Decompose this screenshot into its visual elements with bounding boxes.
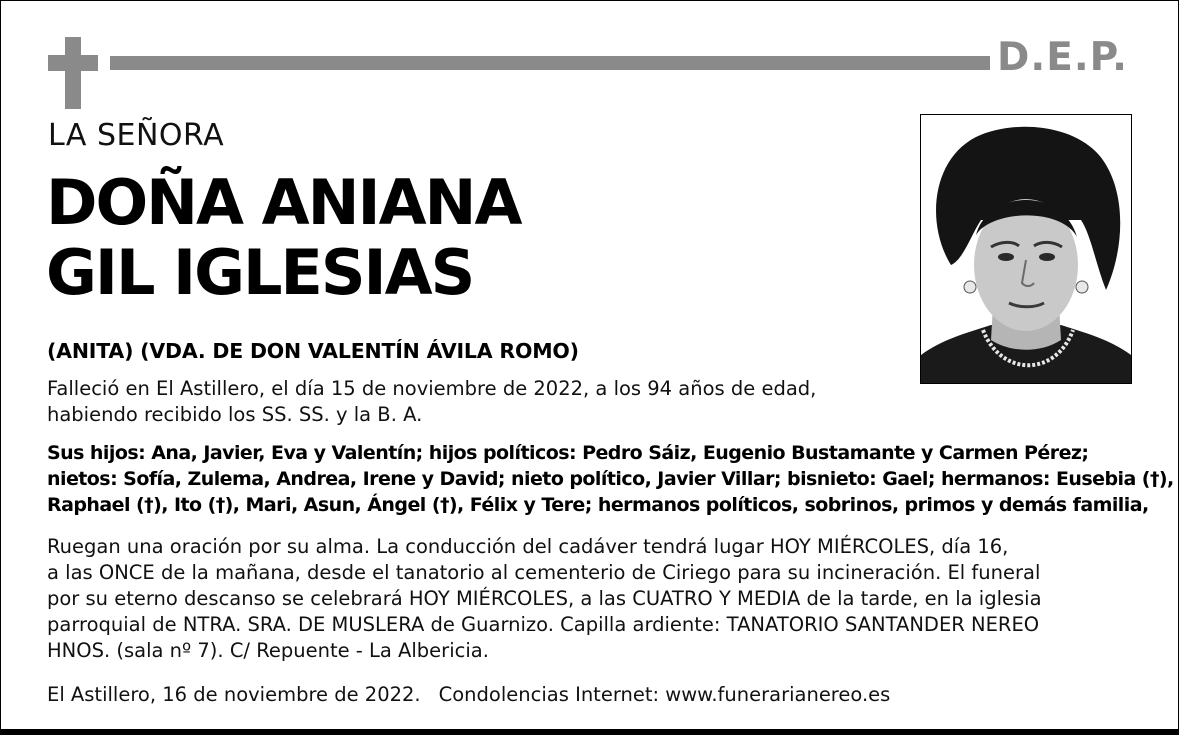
footer-condolences: Condolencias Internet: www.funerarianereo.es xyxy=(438,683,891,706)
alias-line: (ANITA) (VDA. DE DON VALENTÍN ÁVILA ROMO) xyxy=(47,339,579,363)
title-label: LA SEÑORA xyxy=(48,118,225,153)
prayer-line: HNOS. (sala nº 7). C/ Repuente - La Albericia. xyxy=(47,639,489,662)
family-line: nietos: Sofía, Zulema, Andrea, Irene y David; nieto político, Javier Villar; bisnieto: Gael; hermanos: Eusebia (†), xyxy=(47,468,1174,490)
dep-heading: D.E.P. xyxy=(997,35,1128,80)
cross-icon-bar xyxy=(48,55,98,71)
family-paragraph xyxy=(47,440,1174,518)
death-line: habiendo recibido los SS. SS. y la B. A. xyxy=(47,403,423,426)
prayer-line: parroquial de NTRA. SRA. DE MUSLERA de Guarnizo. Capilla ardiente: TANATORIO SANTANDER NEREO xyxy=(47,613,1040,636)
portrait-photo xyxy=(920,114,1132,384)
prayer-paragraph xyxy=(47,534,1042,664)
prayer-line: a las ONCE de la mañana, desde el tanatorio al cementerio de Ciriego para su incineración. El funeral xyxy=(47,561,1041,584)
prayer-line: por su eterno descanso se celebrará HOY MIÉRCOLES, a las CUATRO Y MEDIA de la tarde, en la iglesia xyxy=(47,587,1042,610)
deceased-name xyxy=(46,168,520,308)
footer-place-date: El Astillero, 16 de noviembre de 2022. xyxy=(47,683,421,706)
family-line: Raphael (†), Ito (†), Mari, Asun, Ángel (†), Félix y Tere; hermanos políticos, sobrinos, primos y demás familia, xyxy=(47,494,1149,516)
portrait-image xyxy=(921,115,1131,383)
header-rule xyxy=(110,56,990,70)
footer-line xyxy=(47,682,890,708)
death-line: Falleció en El Astillero, el día 15 de noviembre de 2022, a los 94 años de edad, xyxy=(47,377,817,400)
name-line-1: DOÑA ANIANA xyxy=(46,166,521,239)
death-paragraph xyxy=(47,376,816,428)
family-line: Sus hijos: Ana, Javier, Eva y Valentín; hijos políticos: Pedro Sáiz, Eugenio Bustamante y Carmen Pérez; xyxy=(47,442,1089,464)
prayer-line: Ruegan una oración por su alma. La conducción del cadáver tendrá lugar HOY MIÉRCOLES, día 16, xyxy=(47,535,1009,558)
cross-icon xyxy=(65,37,81,109)
name-line-2: GIL IGLESIAS xyxy=(46,236,474,309)
